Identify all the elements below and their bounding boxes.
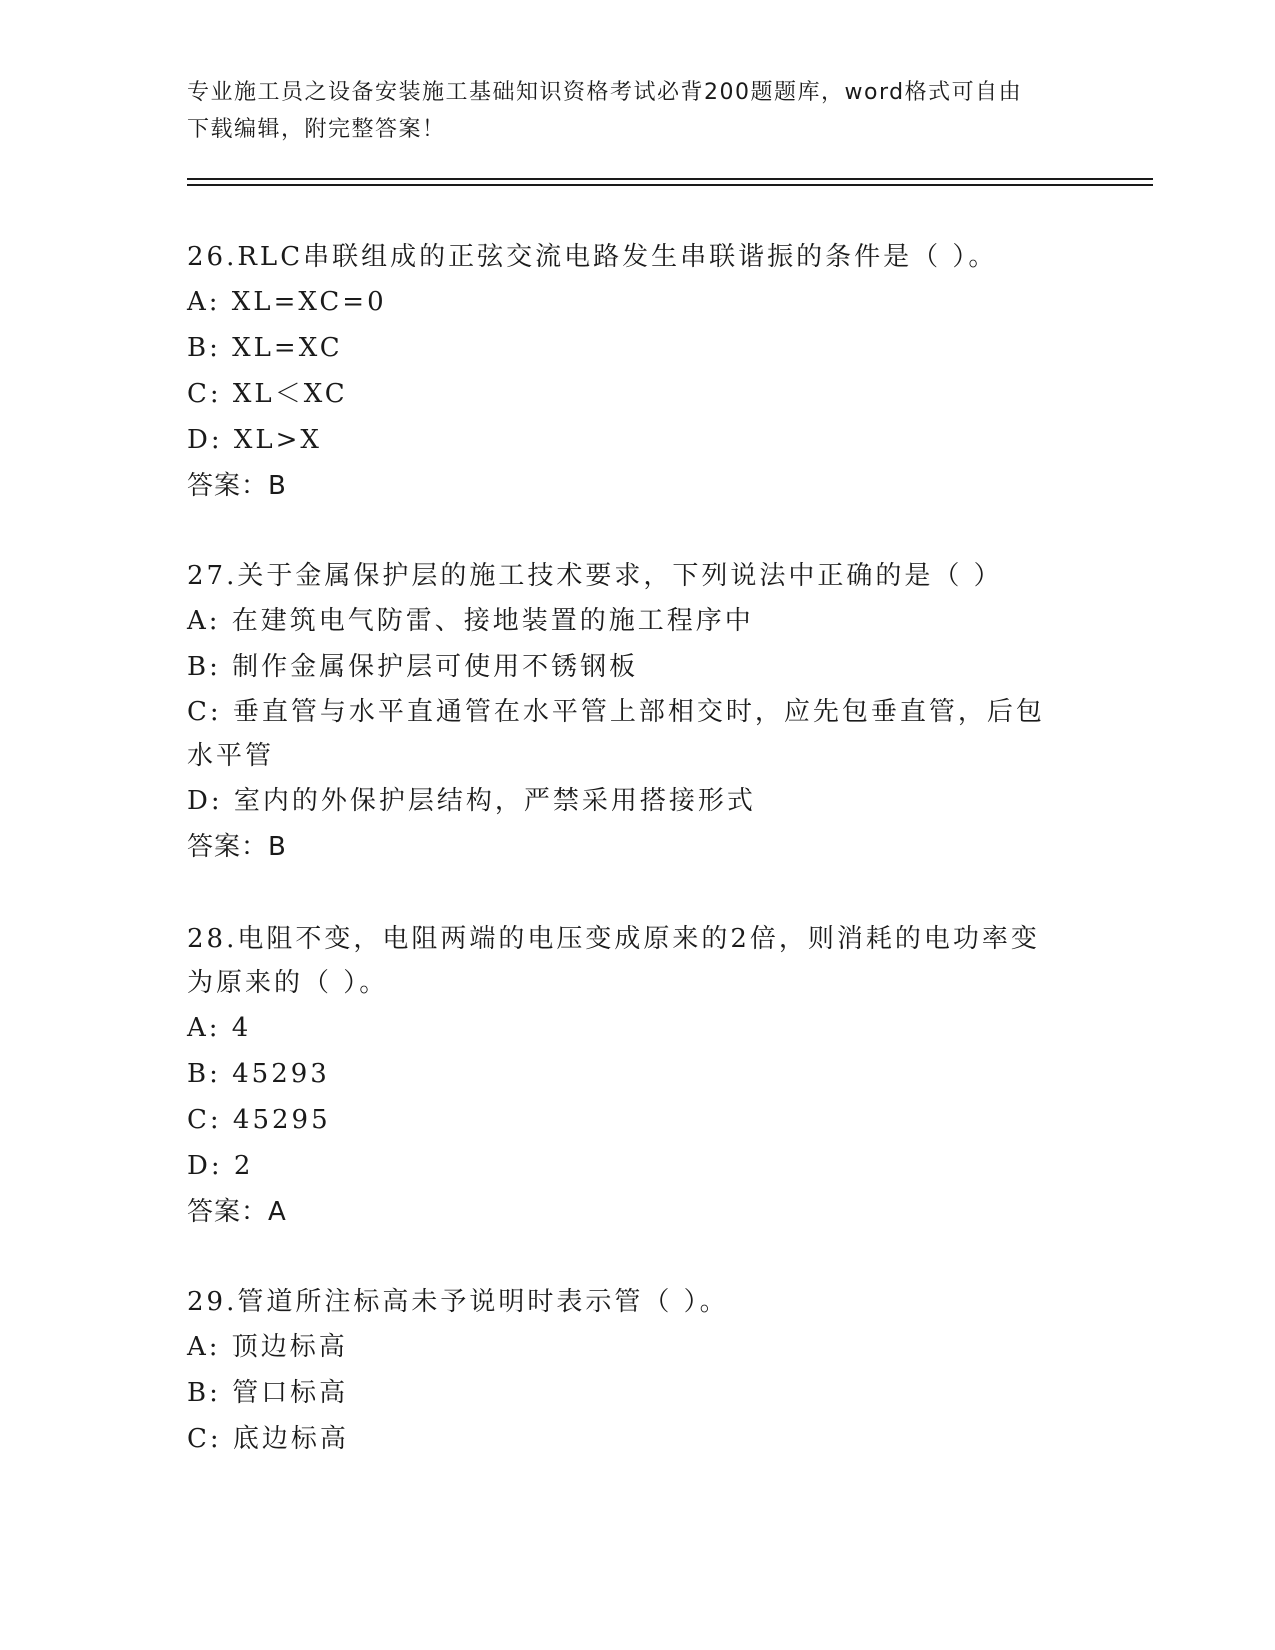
- header-divider-top: [187, 178, 1153, 180]
- option-a: A: XL=XC=0: [187, 287, 387, 317]
- option-a: A: 4: [187, 1013, 252, 1043]
- header-line-2: 下载编辑，附完整答案！: [187, 117, 446, 142]
- question-26: [187, 235, 1087, 509]
- header-line-1: 专业施工员之设备安装施工基础知识资格考试必背200题题库，word格式可自由: [187, 80, 1023, 105]
- answer: 答案：B: [187, 471, 287, 501]
- option-c: C: 垂直管与水平直通管在水平管上部相交时，应先包垂直管，后包水平管: [187, 697, 1045, 771]
- question-stem: 28.电阻不变，电阻两端的电压变成原来的2倍，则消耗的电功率变为原来的（ ）。: [187, 924, 1040, 998]
- question-stem: 26.RLC串联组成的正弦交流电路发生串联谐振的条件是（ ）。: [187, 242, 998, 272]
- question-stem: 29.管道所注标高未予说明时表示管（ ）。: [187, 1287, 729, 1317]
- answer: 答案：B: [187, 832, 287, 862]
- option-b: B: 制作金属保护层可使用不锈钢板: [187, 652, 639, 682]
- option-c: C: XL＜XC: [187, 379, 348, 409]
- header-divider-bottom: [187, 184, 1153, 186]
- option-d: D: XL>X: [187, 425, 322, 455]
- option-d: D: 室内的外保护层结构，严禁采用搭接形式: [187, 786, 756, 816]
- option-b: B: XL=XC: [187, 333, 343, 363]
- option-a: A: 顶边标高: [187, 1332, 348, 1362]
- question-28: [187, 917, 1087, 1235]
- question-stem: 27.关于金属保护层的施工技术要求，下列说法中正确的是（ ）: [187, 561, 1003, 591]
- question-29: [187, 1280, 1087, 1462]
- option-b: B: 管口标高: [187, 1378, 349, 1408]
- option-a: A: 在建筑电气防雷、接地装置的施工程序中: [187, 606, 754, 636]
- option-c: C: 底边标高: [187, 1424, 349, 1454]
- document-header: [187, 74, 1067, 148]
- option-b: B: 45293: [187, 1059, 330, 1089]
- question-27: [187, 554, 1087, 870]
- answer: 答案：A: [187, 1197, 287, 1227]
- option-c: C: 45295: [187, 1105, 331, 1135]
- option-d: D: 2: [187, 1151, 254, 1181]
